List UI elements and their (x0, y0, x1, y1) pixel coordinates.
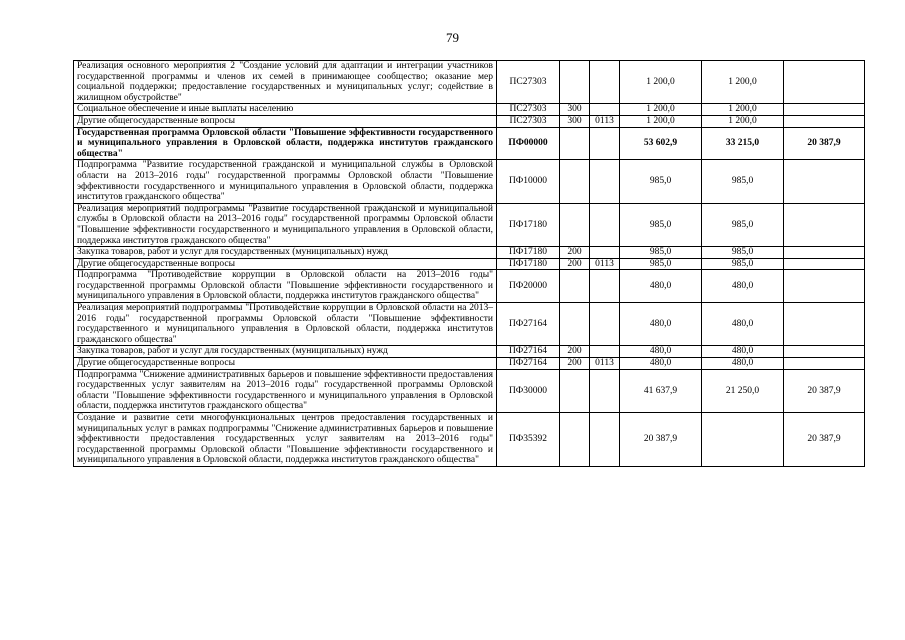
row-code-cell: ПФ30000 (497, 369, 560, 412)
row-expense-type-cell (560, 413, 590, 467)
row-expense-type-cell (560, 127, 590, 160)
table-row (74, 270, 865, 303)
row-code-cell: ПС27303 (497, 61, 560, 104)
table-row (74, 61, 865, 104)
row-section-cell: 0113 (590, 358, 620, 370)
row-name-cell: Другие общегосударственные вопросы (74, 358, 497, 370)
row-amount-regional-cell (702, 413, 784, 467)
row-expense-type-cell: 200 (560, 358, 590, 370)
row-amount-total-cell: 1 200,0 (620, 104, 702, 116)
table-row (74, 303, 865, 346)
row-expense-type-cell (560, 270, 590, 303)
table-row (74, 258, 865, 270)
budget-table-body (74, 61, 865, 467)
table-row (74, 247, 865, 259)
table-row (74, 104, 865, 116)
row-section-cell (590, 413, 620, 467)
row-code-cell: ПС27303 (497, 104, 560, 116)
row-amount-total-cell: 985,0 (620, 258, 702, 270)
row-code-cell: ПФ35392 (497, 413, 560, 467)
row-name-cell: Закупка товаров, работ и услуг для государственных (муниципальных) нужд (74, 346, 497, 358)
row-amount-total-cell: 985,0 (620, 203, 702, 246)
row-section-cell (590, 270, 620, 303)
row-amount-total-cell: 480,0 (620, 303, 702, 346)
row-section-cell (590, 104, 620, 116)
row-code-cell: ПФ27164 (497, 303, 560, 346)
row-amount-federal-cell (784, 258, 865, 270)
row-amount-regional-cell: 1 200,0 (702, 104, 784, 116)
row-amount-federal-cell: 20 387,9 (784, 127, 865, 160)
row-amount-regional-cell: 985,0 (702, 247, 784, 259)
row-amount-federal-cell (784, 346, 865, 358)
row-expense-type-cell: 200 (560, 258, 590, 270)
table-row (74, 115, 865, 127)
row-name-cell: Другие общегосударственные вопросы (74, 115, 497, 127)
row-amount-regional-cell: 985,0 (702, 160, 784, 203)
row-code-cell: ПФ17180 (497, 258, 560, 270)
row-amount-regional-cell: 1 200,0 (702, 61, 784, 104)
row-amount-federal-cell (784, 270, 865, 303)
row-amount-federal-cell (784, 247, 865, 259)
row-amount-federal-cell (784, 358, 865, 370)
row-amount-regional-cell: 21 250,0 (702, 369, 784, 412)
row-code-cell: ПФ17180 (497, 247, 560, 259)
row-code-cell: ПФ20000 (497, 270, 560, 303)
row-amount-total-cell: 53 602,9 (620, 127, 702, 160)
row-section-cell (590, 160, 620, 203)
row-code-cell: ПФ10000 (497, 160, 560, 203)
row-code-cell: ПС27303 (497, 115, 560, 127)
row-amount-total-cell: 20 387,9 (620, 413, 702, 467)
table-row (74, 413, 865, 467)
row-section-cell (590, 127, 620, 160)
row-amount-total-cell: 1 200,0 (620, 115, 702, 127)
row-section-cell (590, 247, 620, 259)
row-amount-federal-cell (784, 104, 865, 116)
row-name-cell: Подпрограмма "Противодействие коррупции в Орловской области на 2013–2016 годы" государственной программы Орловской области "Повышение эффективности государственного и муниципального управления в Орловской области, поддержка институтов гражданского общества" (74, 270, 497, 303)
row-amount-federal-cell (784, 61, 865, 104)
row-section-cell (590, 61, 620, 104)
row-amount-regional-cell: 33 215,0 (702, 127, 784, 160)
table-row (74, 369, 865, 412)
row-amount-federal-cell (784, 160, 865, 203)
row-name-cell: Другие общегосударственные вопросы (74, 258, 497, 270)
row-amount-total-cell: 985,0 (620, 160, 702, 203)
row-amount-federal-cell: 20 387,9 (784, 413, 865, 467)
row-name-cell: Создание и развитие сети многофункциональных центров предоставления государственных и муниципальных услуг в рамках подпрограммы "Снижение административных барьеров и повышение эффективности предоставления государственных услуг заявителям на 2013–2016 годы" государственной программы Орловской области "Повышение эффективности государственного и муниципального управления в Орловской области, поддержка институтов гражданского общества" (74, 413, 497, 467)
row-amount-total-cell: 480,0 (620, 346, 702, 358)
row-amount-total-cell: 41 637,9 (620, 369, 702, 412)
table-row (74, 358, 865, 370)
row-name-cell: Социальное обеспечение и иные выплаты населению (74, 104, 497, 116)
table-row (74, 346, 865, 358)
row-name-cell: Реализация мероприятий подпрограммы "Противодействие коррупции в Орловской области на 2013–2016 годы" государственной программы Орловской области "Повышение эффективности государственного и муниципального управления в Орловской области, поддержка институтов гражданского общества" (74, 303, 497, 346)
table-row (74, 127, 865, 160)
row-section-cell (590, 369, 620, 412)
row-amount-total-cell: 480,0 (620, 270, 702, 303)
row-amount-regional-cell: 480,0 (702, 270, 784, 303)
row-amount-regional-cell: 480,0 (702, 303, 784, 346)
row-expense-type-cell (560, 303, 590, 346)
row-amount-regional-cell: 480,0 (702, 346, 784, 358)
row-code-cell: ПФ27164 (497, 346, 560, 358)
row-amount-regional-cell: 985,0 (702, 203, 784, 246)
row-code-cell: ПФ27164 (497, 358, 560, 370)
row-amount-total-cell: 1 200,0 (620, 61, 702, 104)
row-amount-regional-cell: 480,0 (702, 358, 784, 370)
row-amount-federal-cell: 20 387,9 (784, 369, 865, 412)
row-expense-type-cell (560, 61, 590, 104)
row-code-cell: ПФ17180 (497, 203, 560, 246)
row-amount-regional-cell: 985,0 (702, 258, 784, 270)
row-name-cell: Государственная программа Орловской области "Повышение эффективности государственного и муниципального управления в Орловской области, поддержка институтов гражданского общества" (74, 127, 497, 160)
row-amount-total-cell: 985,0 (620, 247, 702, 259)
row-code-cell: ПФ00000 (497, 127, 560, 160)
table-row (74, 160, 865, 203)
row-name-cell: Закупка товаров, работ и услуг для государственных (муниципальных) нужд (74, 247, 497, 259)
row-amount-total-cell: 480,0 (620, 358, 702, 370)
row-section-cell (590, 203, 620, 246)
row-expense-type-cell (560, 203, 590, 246)
row-section-cell: 0113 (590, 115, 620, 127)
row-expense-type-cell (560, 369, 590, 412)
budget-table (73, 60, 865, 467)
row-section-cell (590, 346, 620, 358)
row-amount-federal-cell (784, 115, 865, 127)
row-section-cell (590, 303, 620, 346)
page-number: 79 (446, 30, 459, 45)
row-expense-type-cell: 300 (560, 115, 590, 127)
row-amount-federal-cell (784, 303, 865, 346)
row-amount-regional-cell: 1 200,0 (702, 115, 784, 127)
row-name-cell: Реализация мероприятий подпрограммы "Развитие государственной гражданской и муниципальной службы в Орловской области на 2013–2016 годы" государственной программы Орловской области "Повышение эффективности государственного и муниципального управления в Орловской области, поддержка институтов гражданского общества" (74, 203, 497, 246)
row-expense-type-cell: 200 (560, 346, 590, 358)
row-name-cell: Реализация основного мероприятия 2 "Создание условий для адаптации и интеграции участников государственной программы и членов их семей в принимающее сообщество; оказание мер социальной поддержки; предоставление государственных и муниципальных услуг; содействие в жилищном обустройстве" (74, 61, 497, 104)
row-expense-type-cell (560, 160, 590, 203)
row-amount-federal-cell (784, 203, 865, 246)
row-section-cell: 0113 (590, 258, 620, 270)
row-name-cell: Подпрограмма "Снижение административных барьеров и повышение эффективности предоставления государственных услуг заявителям на 2013–2016 годы" государственной программы Орловской области "Повышение эффективности государственного и муниципального управления в Орловской области, поддержка институтов гражданского общества" (74, 369, 497, 412)
row-expense-type-cell: 300 (560, 104, 590, 116)
row-expense-type-cell: 200 (560, 247, 590, 259)
row-name-cell: Подпрограмма "Развитие государственной гражданской и муниципальной службы в Орловской области на 2013–2016 годы" государственной программы Орловской области "Повышение эффективности государственного и муниципального управления в Орловской области, поддержка институтов гражданского общества" (74, 160, 497, 203)
table-row (74, 203, 865, 246)
